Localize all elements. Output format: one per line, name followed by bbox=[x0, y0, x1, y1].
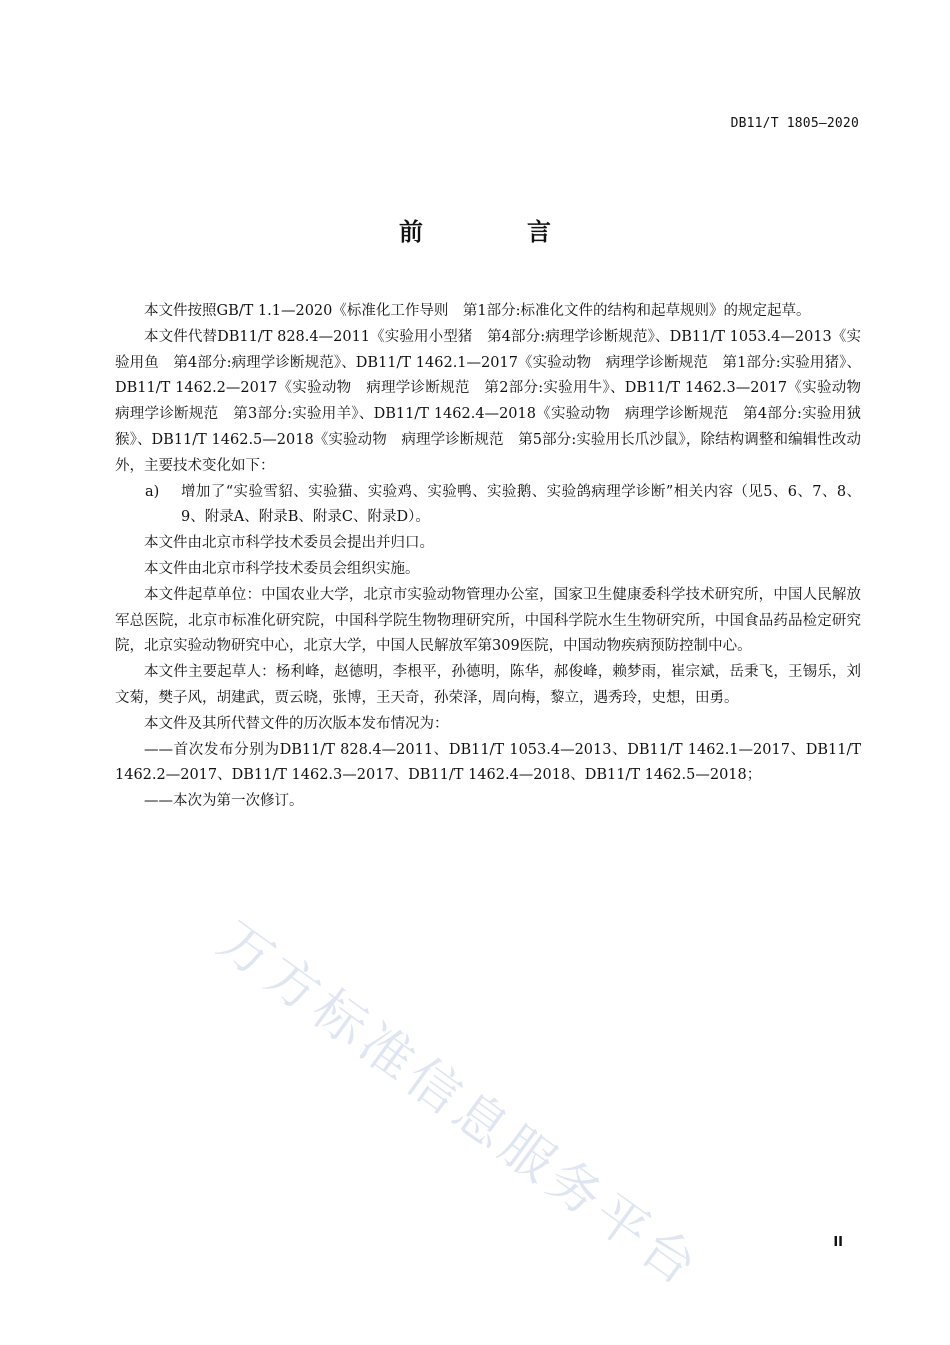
paragraph-proposer: 本文件由北京市科学技术委员会提出并归口。 bbox=[144, 535, 434, 552]
document-body bbox=[115, 299, 876, 815]
watermark: 万方标准信息服务平台 bbox=[207, 910, 712, 1300]
page-title: 前 言 bbox=[399, 218, 591, 246]
paragraph-drafters: 本文件主要起草人：杨利峰，赵德明，李根平，孙德明，陈华，郝俊峰，赖梦雨，崔宗斌，岳秉飞，王锡乐，刘文菊，樊子风，胡建武，贾云晓，张博，王天奇，孙荣泽，周向梅，黎立，遇秀玲，史想，田勇。 bbox=[115, 664, 861, 706]
standard-code: DB11/T 1805—2020 bbox=[730, 116, 859, 131]
paragraph-drafting-rules: 本文件按照GB/T 1.1—2020《标准化工作导则 第1部分:标准化文件的结构和起草规则》的规定起草。 bbox=[144, 303, 811, 319]
list-marker: a) bbox=[145, 483, 160, 500]
page-number: II bbox=[833, 1235, 843, 1250]
paragraph-history-intro: 本文件及其所代替文件的历次版本发布情况为： bbox=[144, 715, 449, 732]
paragraph-implementer: 本文件由北京市科学技术委员会组织实施。 bbox=[144, 560, 420, 577]
paragraph-drafting-units: 本文件起草单位：中国农业大学，北京市实验动物管理办公室，国家卫生健康委科学技术研究所，中国人民解放军总医院，北京市标准化研究院，中国科学院生物物理研究所，中国科学院水生生物研究所，中国食品药品检定研究院，北京实验动物研究中心，北京大学，中国人民解放军第309医院，中国动物疾病预防控制中心。 bbox=[115, 586, 861, 655]
paragraph-history-first: ——首次发布分别为DB11/T 828.4—2011、DB11/T 1053.4—2013、DB11/T 1462.1—2017、DB11/T 1462.2—2017、DB11/T 1462.3—2017、DB11/T 1462.4—2018、DB11/T 1462.5—2018； bbox=[115, 741, 861, 784]
list-item-text: 增加了“实验雪貂、实验猫、实验鸡、实验鸭、实验鹅、实验鸽病理学诊断”相关内容（见5、6、7、8、9、附录A、附录B、附录C、附录D）。 bbox=[181, 483, 861, 526]
list-item bbox=[115, 480, 861, 532]
paragraph-history-current: ——本次为第一次修订。 bbox=[144, 793, 304, 810]
paragraph-replacement: 本文件代替DB11/T 828.4—2011《实验用小型猪 第4部分:病理学诊断规范》、DB11/T 1053.4—2013《实验用鱼 第4部分:病理学诊断规范》、DB11/T 1462.1—2017《实验动物 病理学诊断规范 第1部分:实验用猪》、DB11/T 1462.2—2017《实验动物 病理学诊断规范 第2部分:实验用牛》、DB11/T 1462.3—2017《实验动物 病理学诊断规范 第3部分:实验用羊》、DB11/T 1462.4—2018《实验动物 病理学诊断规范 第4部分:实验用狨猴》、DB11/T 1462.5—2018《实验动物 病理学诊断规范 第5部分:实验用长爪沙鼠》，除结构调整和编辑性改动外，主要技术变化如下： bbox=[115, 328, 876, 474]
